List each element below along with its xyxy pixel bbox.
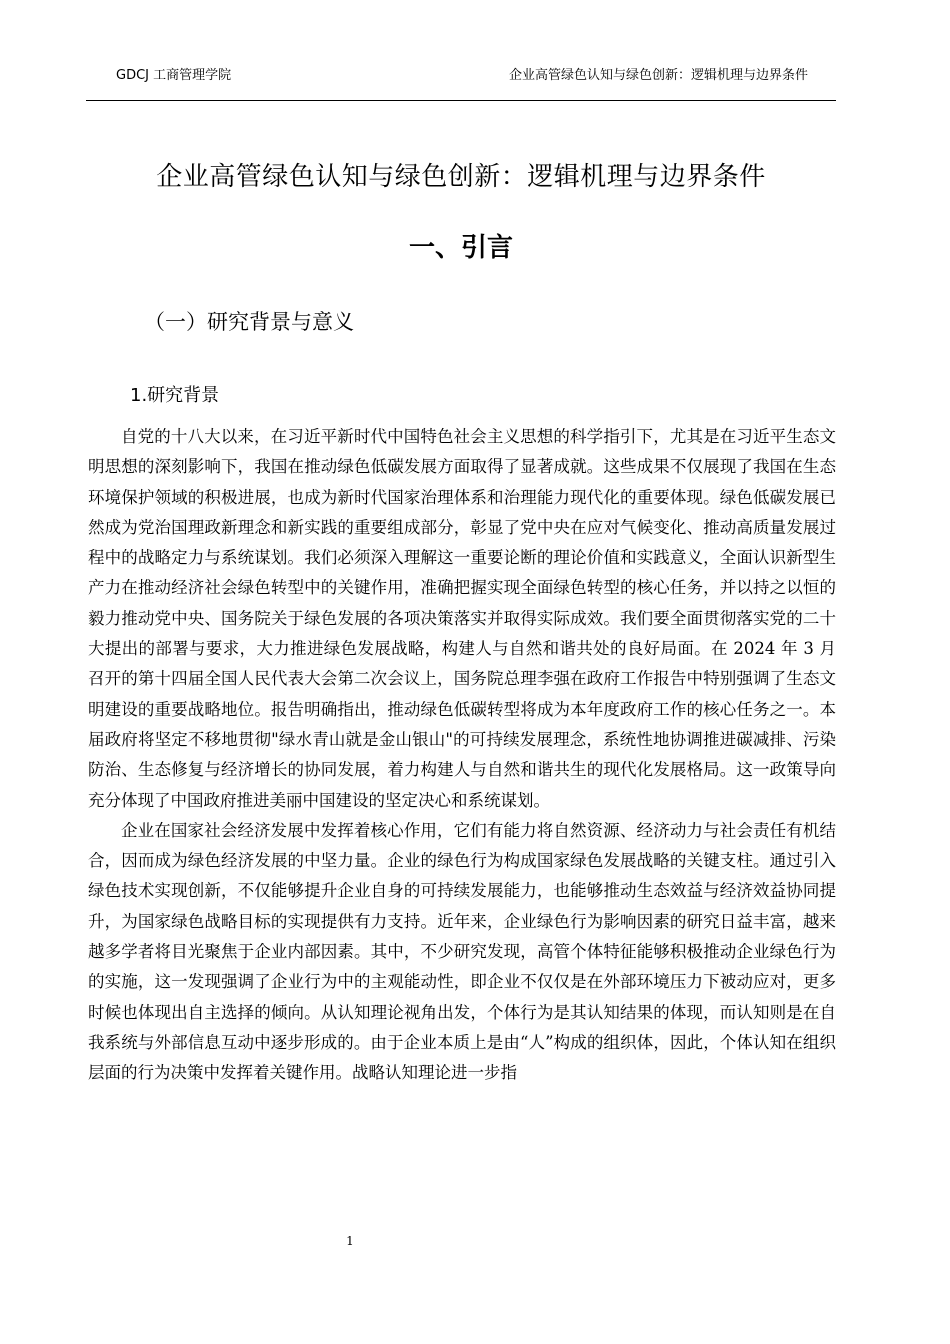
running-header xyxy=(86,66,836,86)
paragraph: 自党的十八大以来，在习近平新时代中国特色社会主义思想的科学指引下，尤其是在习近平生态文明思想的深刻影响下，我国在推动绿色低碳发展方面取得了显著成就。这些成果不仅展现了我国在生态环境保护领域的积极进展，也成为新时代国家治理体系和治理能力现代化的重要体现。绿色低碳发展已然成为党治国理政新理念和新实践的重要组成部分，彰显了党中央在应对气候变化、推动高质量发展过程中的战略定力与系统谋划。我们必须深入理解这一重要论断的理论价值和实践意义，全面认识新型生产力在推动经济社会绿色转型中的关键作用，准确把握实现全面绿色转型的核心任务，并以持之以恒的毅力推动党中央、国务院关于绿色发展的各项决策落实并取得实际成效。我们要全面贯彻落实党的二十大提出的部署与要求，大力推进绿色发展战略，构建人与自然和谐共处的良好局面。在 2024 年 3 月召开的第十四届全国人民代表大会第二次会议上，国务院总理李强在政府工作报告中特别强调了生态文明建设的重要战略地位。报告明确指出，推动绿色低碳转型将成为本年度政府工作的核心任务之一。本届政府将坚定不移地贯彻"绿水青山就是金山银山"的可持续发展理念，系统性地协调推进碳减排、污染防治、生态修复与经济增长的协同发展，着力构建人与自然和谐共生的现代化发展格局。这一政策导向充分体现了中国政府推进美丽中国建设的坚定决心和系统谋划。 xyxy=(88,427,836,810)
header-paper-title: 企业高管绿色认知与绿色创新：逻辑机理与边界条件 xyxy=(508,68,808,83)
section-heading: 一、引言 xyxy=(408,233,513,263)
page-number: 1 xyxy=(346,1234,354,1248)
body-text xyxy=(88,422,836,1089)
paragraph: 企业在国家社会经济发展中发挥着核心作用，它们有能力将自然资源、经济动力与社会责任有机结合，因而成为绿色经济发展的中坚力量。企业的绿色行为构成国家绿色发展战略的关键支柱。通过引入绿色技术实现创新，不仅能够提升企业自身的可持续发展能力，也能够推动生态效益与经济效益协同提升，为国家绿色战略目标的实现提供有力支持。近年来，企业绿色行为影响因素的研究日益丰富，越来越多学者将目光聚焦于企业内部因素。其中，不少研究发现，高管个体特征能够积极推动企业绿色行为的实施，这一发现强调了企业行为中的主观能动性，即企业不仅仅是在外部环境压力下被动应对，更多时候也体现出自主选择的倾向。从认知理论视角出发，个体行为是其认知结果的体现，而认知则是在自我系统与外部信息互动中逐步形成的。由于企业本质上是由“人”构成的组织体，因此，个体认知在组织层面的行为决策中发挥着关键作用。战略认知理论进一步指 xyxy=(88,820,836,1083)
header-institution: GDCJ 工商管理学院 xyxy=(116,68,232,83)
subsection-heading: （一）研究背景与意义 xyxy=(144,310,354,334)
header-divider xyxy=(86,100,836,101)
paper-title: 企业高管绿色认知与绿色创新：逻辑机理与边界条件 xyxy=(156,162,766,192)
subsubsection-heading: 1.研究背景 xyxy=(130,385,220,406)
